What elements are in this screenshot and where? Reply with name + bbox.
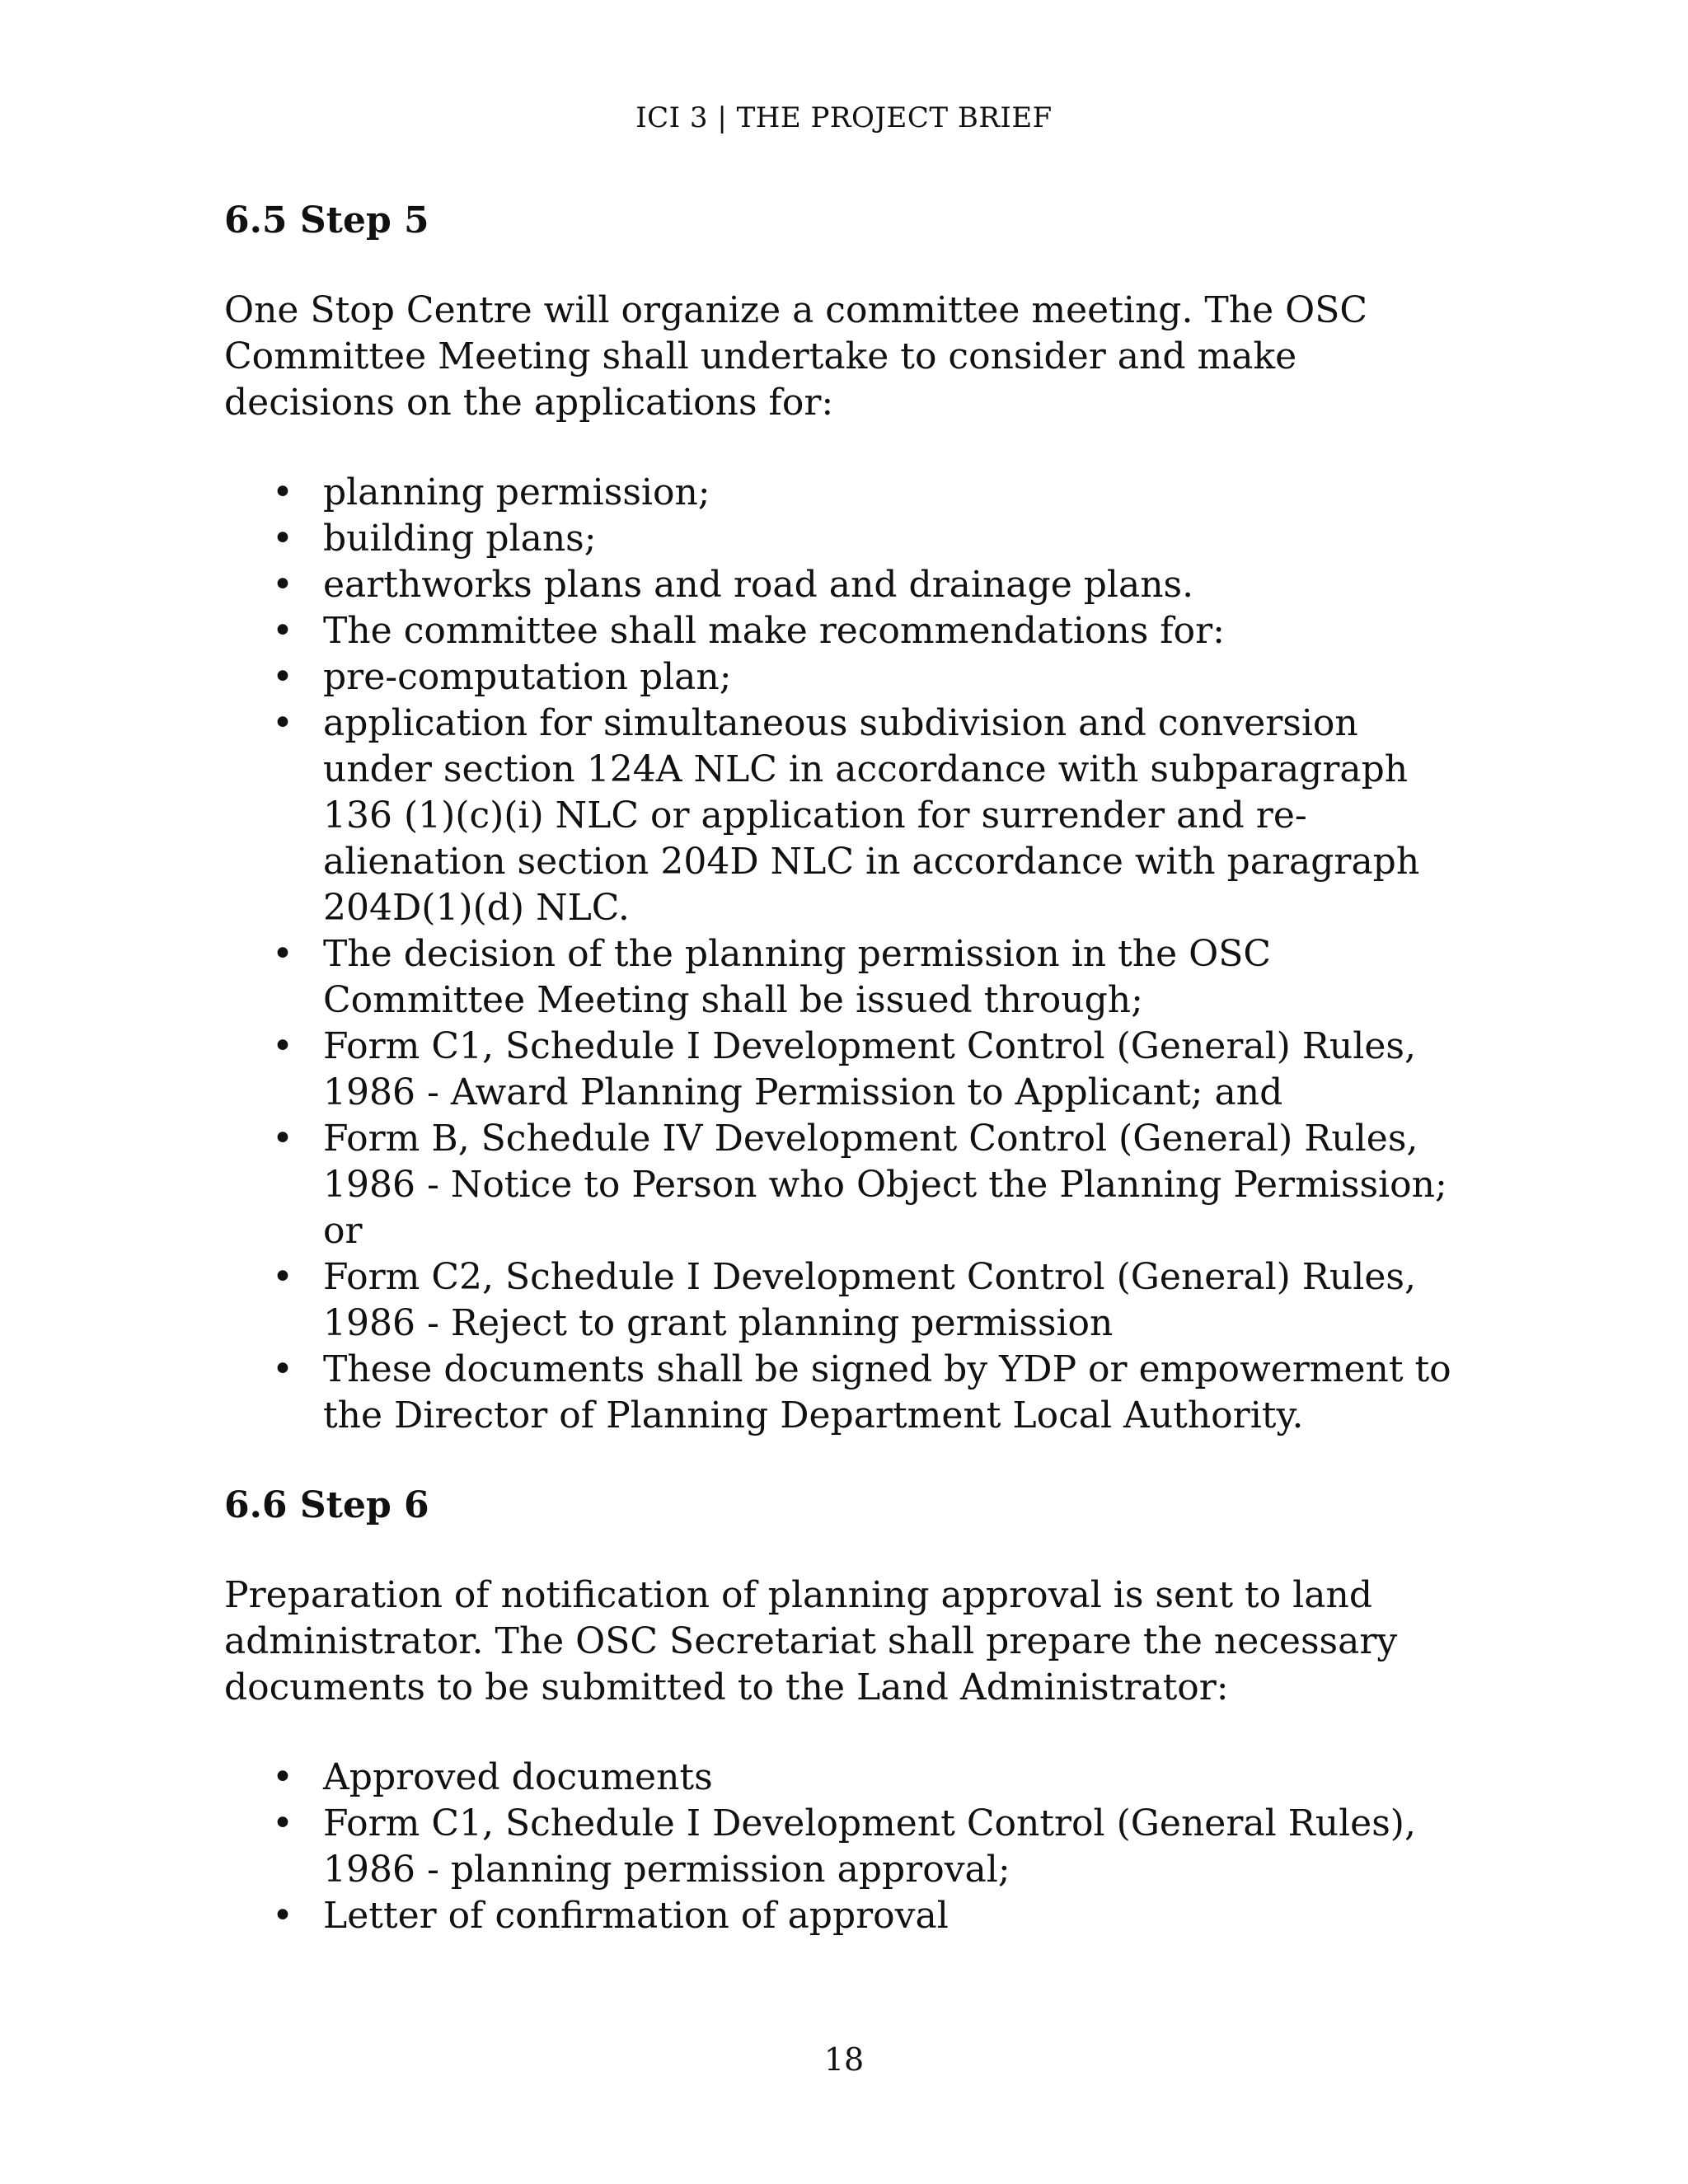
- document-content: [224, 198, 1461, 1983]
- list-item: [224, 1024, 1461, 1116]
- page-header: ICI 3 | THE PROJECT BRIEF: [635, 101, 1053, 134]
- bullet-icon: •: [272, 1348, 293, 1390]
- section-heading-step-5: 6.5 Step 5: [224, 199, 429, 241]
- bullet-icon: •: [272, 610, 293, 652]
- bullet-icon: •: [272, 1895, 293, 1937]
- list-item: [224, 1116, 1461, 1254]
- bullet-icon: •: [272, 471, 293, 513]
- list-item-text: Form C1, Schedule I Development Control (General) Rules, 1986 - Award Planning Permission to Applicant; and: [323, 1025, 1416, 1113]
- bullet-icon: •: [272, 702, 293, 744]
- list-item-text: Form B, Schedule IV Development Control (General) Rules, 1986 - Notice to Person who Object the Planning Permission; or: [323, 1118, 1447, 1252]
- bullet-list-step-5: [224, 470, 1461, 1439]
- bullet-icon: •: [272, 564, 293, 606]
- list-item: [224, 1254, 1461, 1347]
- list-item: [224, 654, 1461, 701]
- list-item: [224, 1893, 1461, 1939]
- list-item-text: planning permission;: [323, 471, 710, 513]
- list-item-text: The committee shall make recommendations for:: [323, 610, 1225, 652]
- bullet-list-step-6: [224, 1755, 1461, 1939]
- list-item-text: These documents shall be signed by YDP or empowerment to the Director of Planning Department Local Authority.: [323, 1348, 1451, 1436]
- page-number: 18: [823, 2041, 865, 2078]
- bullet-icon: •: [272, 518, 293, 560]
- section-heading-step-6: 6.6 Step 6: [224, 1484, 429, 1526]
- section-paragraph-step-5: One Stop Centre will organize a committee meeting. The OSC Committee Meeting shall undertake to consider and make decisions on the applications for:: [224, 289, 1368, 424]
- bullet-icon: •: [272, 1802, 293, 1844]
- list-item: [224, 470, 1461, 516]
- list-item-text: Form C1, Schedule I Development Control (General Rules), 1986 - planning permission approval;: [323, 1802, 1416, 1891]
- bullet-icon: •: [272, 656, 293, 698]
- list-item-text: pre-computation plan;: [323, 656, 732, 698]
- section-paragraph-step-6: Preparation of notification of planning approval is sent to land administrator. The OSC Secretariat shall prepare the necessary documents to be submitted to the Land Administrator:: [224, 1574, 1398, 1708]
- list-item: [224, 1801, 1461, 1893]
- list-item-text: The decision of the planning permission in the OSC Committee Meeting shall be issued through;: [323, 933, 1272, 1021]
- list-item-text: Approved documents: [323, 1756, 713, 1798]
- bullet-icon: •: [272, 933, 293, 975]
- list-item: [224, 931, 1461, 1024]
- list-item-text: earthworks plans and road and drainage plans.: [323, 564, 1194, 606]
- list-item: [224, 1347, 1461, 1439]
- list-item-text: building plans;: [323, 518, 597, 560]
- list-item-text: Form C2, Schedule I Development Control (General) Rules, 1986 - Reject to grant planning permission: [323, 1256, 1416, 1344]
- bullet-icon: •: [272, 1256, 293, 1298]
- list-item: [224, 608, 1461, 654]
- list-item-text: Letter of confirmation of approval: [323, 1895, 949, 1937]
- list-item: [224, 1755, 1461, 1801]
- bullet-icon: •: [272, 1118, 293, 1160]
- list-item: [224, 562, 1461, 608]
- bullet-icon: •: [272, 1025, 293, 1067]
- list-item-text: application for simultaneous subdivision and conversion under section 124A NLC in accordance with subparagraph 136 (1)(c)(i) NLC or application for surrender and re-alienation section 204D NLC in accordance with paragraph 204D(1)(d) NLC.: [323, 702, 1420, 929]
- list-item: [224, 516, 1461, 562]
- bullet-icon: •: [272, 1756, 293, 1798]
- list-item: [224, 701, 1461, 931]
